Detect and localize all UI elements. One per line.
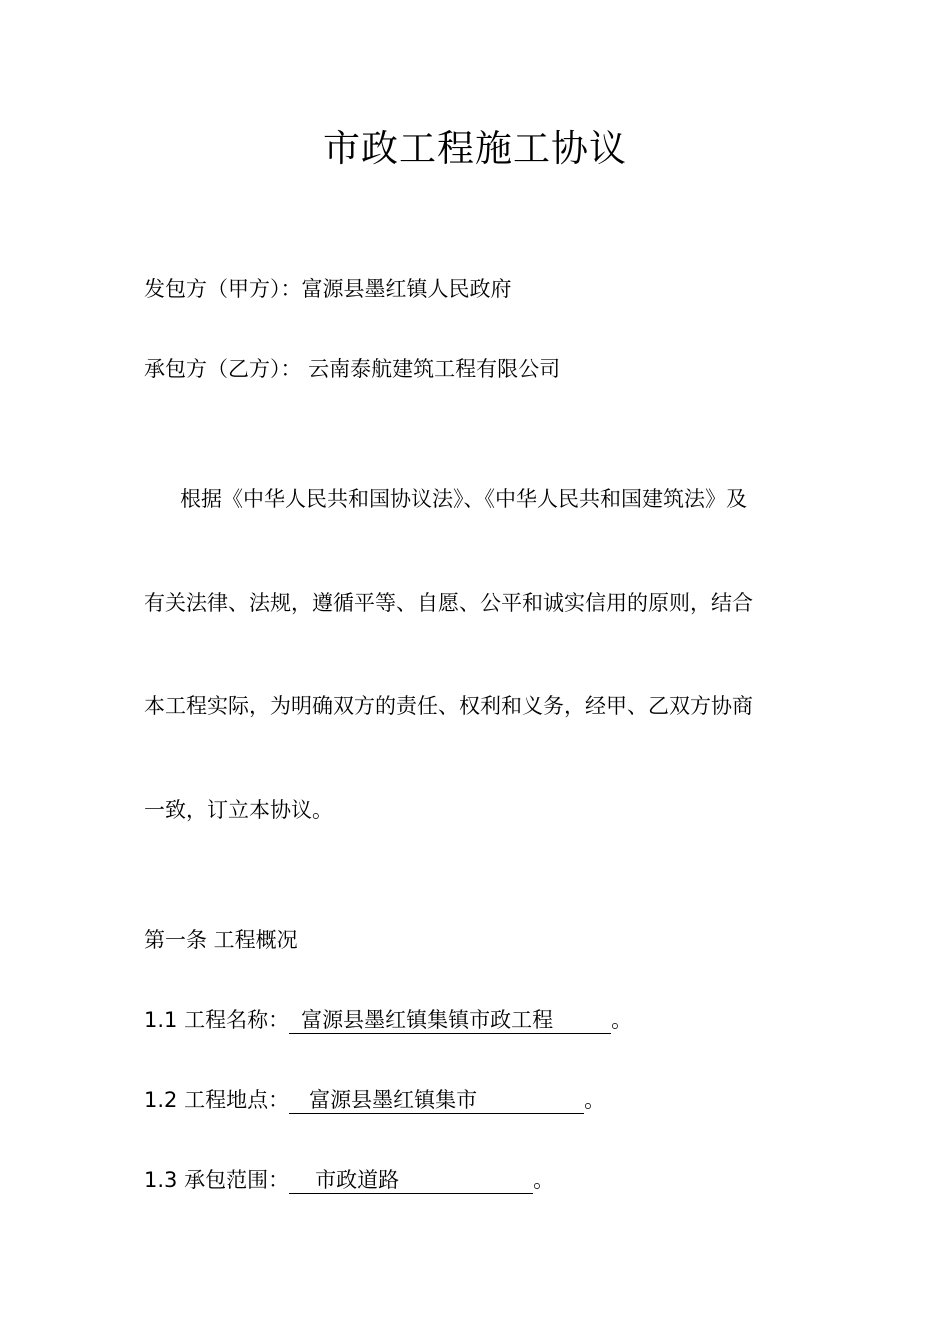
article-1-heading: 第一条 工程概况: [144, 928, 298, 952]
item-1-2-value: 富源县墨红镇集市: [289, 1087, 584, 1114]
preamble-line-2: 有关法律、法规，遵循平等、自愿、公平和诚实信用的原则，结合: [144, 591, 753, 615]
item-1-3: [144, 1165, 554, 1195]
item-1-3-value: 市政道路: [289, 1167, 533, 1194]
item-1-1-label: 1.1 工程名称：: [144, 1008, 290, 1032]
party-a-label: 发包方（甲方）：: [144, 277, 302, 301]
preamble-line-3: 本工程实际，为明确双方的责任、权利和义务，经甲、乙双方协商: [144, 694, 753, 718]
item-1-3-end: 。: [533, 1168, 555, 1192]
party-a-line: [144, 274, 512, 304]
party-b-label: 承包方（乙方）：: [144, 357, 302, 381]
party-a-value: 富源县墨红镇人民政府: [301, 277, 512, 301]
party-b-value: 云南泰航建筑工程有限公司: [301, 357, 561, 381]
item-1-2: [144, 1085, 605, 1115]
item-1-3-label: 1.3 承包范围：: [144, 1168, 290, 1192]
item-1-1-end: 。: [611, 1008, 633, 1032]
party-b-line: [144, 354, 560, 384]
item-1-2-label: 1.2 工程地点：: [144, 1088, 290, 1112]
preamble-line-4: 一致，订立本协议。: [144, 798, 333, 822]
document-title: 市政工程施工协议: [323, 127, 627, 170]
preamble-line-1: 根据《中华人民共和国协议法》、《中华人民共和国建筑法》及: [180, 487, 747, 511]
item-1-1: [144, 1005, 632, 1035]
item-1-2-end: 。: [584, 1088, 606, 1112]
item-1-1-value: 富源县墨红镇集镇市政工程: [289, 1007, 611, 1034]
